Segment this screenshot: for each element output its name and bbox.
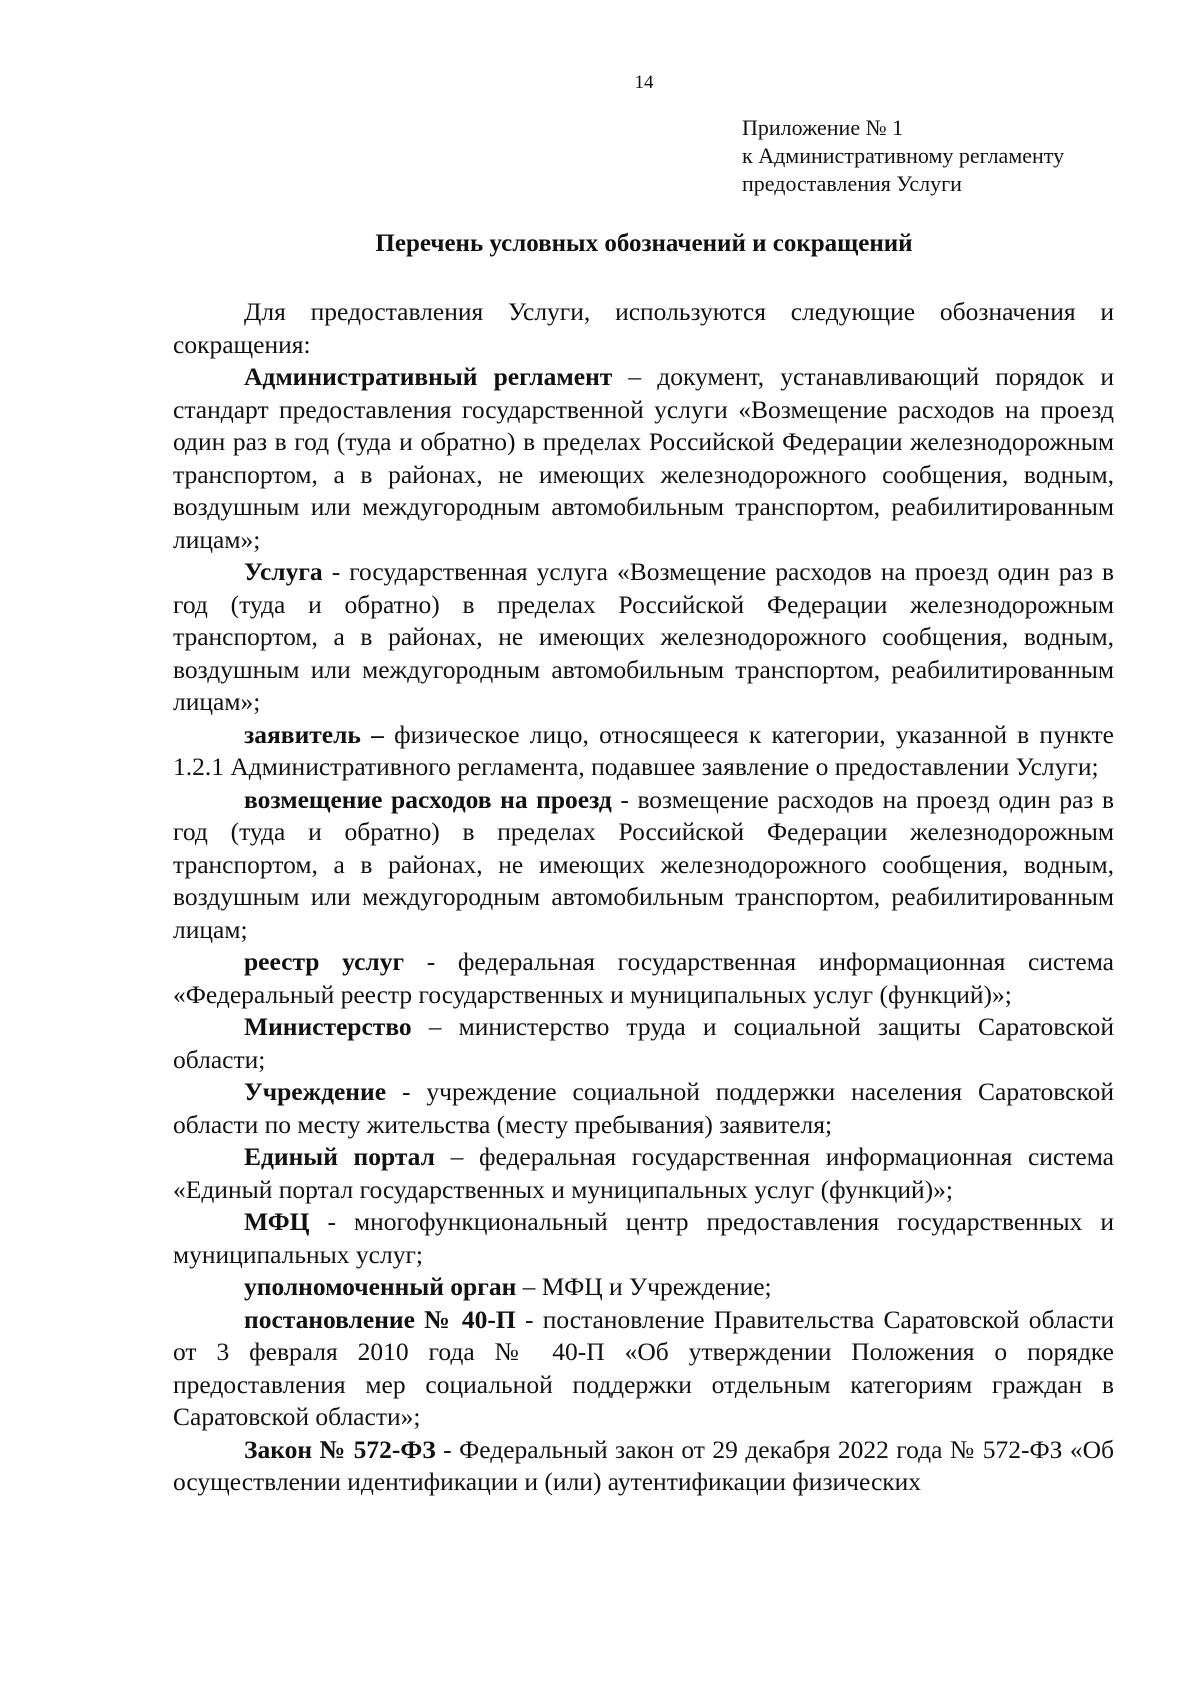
definition-text: министерство труда и социальной защиты Саратовской области; (173, 1012, 1114, 1074)
definition-separator: – (612, 362, 658, 391)
definition-resolution-40p (173, 1304, 1114, 1434)
definition-separator: - (322, 557, 350, 586)
definition-institution (173, 1076, 1114, 1141)
definition-text: федеральная государственная информационная система «Единый портал государственных и муниципальных услуг (функций)»; (173, 1142, 1114, 1204)
definition-applicant (173, 719, 1114, 784)
document-body (173, 296, 1114, 1499)
definition-term: уполномоченный орган (244, 1272, 517, 1301)
definition-authorized-body (173, 1271, 1114, 1304)
definition-separator: – (434, 1142, 479, 1171)
definition-text: документ, устанавливающий порядок и стандарт предоставления государственной услуги «Возмещение расходов на проезд один раз в год (туда и обратно) в пределах Российской Федерации железнодорожным транспортом, а в районах, не имеющих железнодорожного сообщения, водным, воздушным или междугородным автомобильным транспортом, реабилитированным лицам»; (173, 362, 1115, 554)
definition-separator (384, 720, 394, 749)
definition-term: МФЦ (244, 1207, 310, 1236)
document-title: Перечень условных обозначений и сокращений (375, 230, 913, 257)
definition-separator: - (435, 1434, 460, 1464)
definition-separator: – (411, 1012, 459, 1041)
definition-term: Министерство (244, 1012, 412, 1041)
appendix-header (742, 114, 1182, 198)
definition-text: учреждение социальной поддержки населения Саратовской области по месту жительства (месту пребывания) заявителя; (173, 1077, 1114, 1139)
definition-administrative-regulation (173, 361, 1114, 556)
appendix-line-2: к Административному регламенту (742, 143, 1065, 168)
definition-text: МФЦ и Учреждение; (541, 1272, 772, 1301)
definition-term: Административный регламент (244, 362, 613, 391)
definition-law-572fz (173, 1434, 1114, 1499)
page-number: 14 (634, 72, 654, 93)
definition-term: заявитель – (244, 719, 384, 749)
definition-separator: - (386, 1077, 427, 1106)
definition-text: Федеральный закон от 29 декабря 2022 года № 572-ФЗ «Об осуществлении идентификации и (или) аутентификации физических (173, 1434, 1114, 1496)
definition-term: Единый портал (244, 1142, 435, 1171)
appendix-line-3: предоставления Услуги (742, 171, 962, 196)
definition-text: физическое лицо, относящееся к категории, указанной в пункте 1.2.1 Административного регламента, подавшее заявление о предоставлении Услуги; (173, 719, 1114, 781)
definition-text: государственная услуга «Возмещение расходов на проезд один раз в год (туда и обратно) в пределах Российской Федерации железнодорожным транспортом, а в районах, не имеющих железнодорожного сообщения, водным, воздушным или междугородным автомобильным транспортом, реабилитированным лицам»; (173, 557, 1114, 716)
definition-mfc (173, 1206, 1114, 1271)
definition-text: многофункциональный центр предоставления государственных и муниципальных услуг; (173, 1207, 1114, 1269)
definition-text: возмещение расходов на проезд один раз в год (туда и обратно) в пределах Российской Федерации железнодорожным транспортом, а в районах, не имеющих железнодорожного сообщения, водным, воздушным или междугородным автомобильным транспортом, реабилитированным лицам; (173, 784, 1114, 944)
definition-term: Услуга (244, 557, 323, 586)
definition-ministry (173, 1011, 1114, 1076)
definition-separator: - (309, 1207, 354, 1236)
definition-service (173, 556, 1114, 719)
appendix-line-1: Приложение № 1 (742, 115, 904, 140)
definition-term: возмещение расходов на проезд (244, 784, 612, 814)
definition-separator: - (515, 1304, 543, 1334)
definition-term: постановление № 40-П (244, 1304, 516, 1334)
definition-term: Учреждение (244, 1077, 387, 1106)
definition-separator: – (516, 1272, 542, 1301)
definition-term: Закон № 572-ФЗ (244, 1434, 436, 1464)
definition-travel-reimbursement (173, 784, 1114, 947)
definition-separator: - (404, 947, 458, 976)
intro-paragraph: Для предоставления Услуги, используются следующие обозначения и сокращения: (173, 297, 1114, 359)
definition-text: постановление Правительства Саратовской области от 3 февраля 2010 года № 40-П «Об утверждении Положения о порядке предоставления мер социальной поддержки отдельным категориям граждан в Саратовской области»; (173, 1304, 1114, 1431)
definition-unified-portal (173, 1141, 1114, 1206)
definition-separator: - (611, 784, 638, 814)
definition-services-registry (173, 946, 1114, 1011)
definition-term: реестр услуг (244, 947, 405, 976)
definition-text: федеральная государственная информационная система «Федеральный реестр государственных и муниципальных услуг (функций)»; (173, 947, 1114, 1009)
